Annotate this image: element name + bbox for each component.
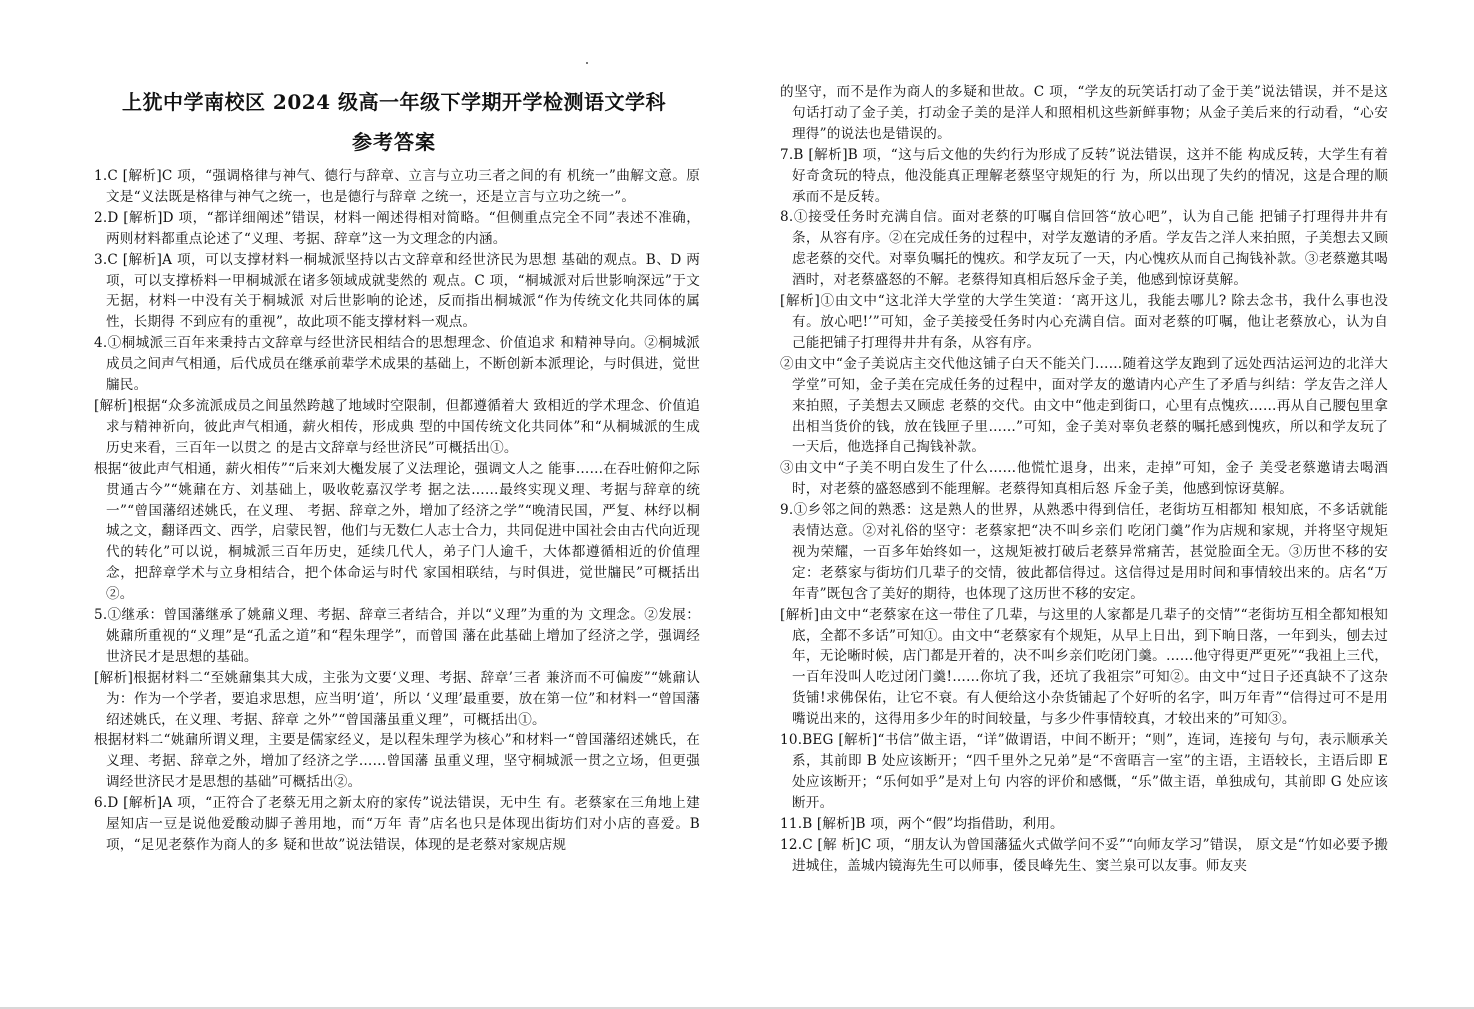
document-title: 上犹中学南校区 2024 级高一年级下学期开学检测语文学科 (121, 90, 667, 114)
right-column (780, 82, 1388, 876)
analysis-paragraph: ③由文中“子美不明白发生了什么……他慌忙退身，出来，走掉”可知，金子 美受老蔡邀请去喝酒时，对老蔡的盛怒感到不能理解。老蔡得知真相后怒 斥金子美，他感到惊讶莫解。 (780, 460, 1388, 498)
answer-paragraph: 8.①接受任务时充满自信。面对老蔡的叮嘱自信回答“放心吧”，认为自己能 把铺子打理得井井有条，从容有序。②在完成任务的过程中，对学友邀请的矛盾。学友告之洋人来拍照，子美想去又顾虑老蔡的交代。对辜负嘱托的愧疚。和学友玩了一天，内心愧疚从而自己掏钱补款。③老蔡邀其喝酒时，对老蔡盛怒的不解。老蔡得知真相后怒斥金子美，他感到惊讶莫解。 (780, 209, 1388, 289)
answer-paragraph: 7.B [解析]B 项，“这与后文他的失约行为形成了反转”说法错误，这并不能 构成反转，大学生有着好奇贪玩的特点，他没能真正理解老蔡坚守规矩的行 为，所以出现了失约的情况，这是合理的顺承而不是反转。 (780, 146, 1388, 205)
answer-paragraph: 12.C [解 析]C 项，“朋友认为曾国藩猛火式做学问不妥”“向师友学习”错误， 原文是“竹如必要予搬进城住，盖城内镜海先生可以师事，倭艮峰先生、窦兰泉可以友事。师友夹 (780, 836, 1388, 874)
answer-paragraph: 2.D [解析]D 项，“都详细阐述”错误，材料一阐述得相对简略。“但侧重点完全不同”表述不准确，两则材料都重点论述了“义理、考据、辞章”这一为文理念的内涵。 (94, 209, 700, 247)
analysis-paragraph: ②由文中“金子美说店主交代他这铺子白天不能关门……随着这学友跑到了远处西沽运河边的北洋大学堂”可知，金子美在完成任务的过程中，面对学友的邀请内心产生了矛盾与纠结：学友告之洋人来拍照，子美想去又顾虑 老蔡的交代。由文中“他走到街口，心里有点愧疚……再从自己腰包里拿出相当货价的钱，放在钱匣子里……”可知，金子美对辜负老蔡的嘱托感到愧疚，所以和学友玩了一天后，他选择自己掏钱补款。 (780, 355, 1388, 456)
analysis-paragraph: [解析]①由文中“这北洋大学堂的大学生笑道：‘离开这儿，我能去哪儿? 除去念书，我什么事也没有。放心吧!’”可知，金子美接受任务时内心充满自信。面对老蔡的叮嘱，他让老蔡放心，认为自己能把铺子打理得井井有条，从容有序。 (780, 293, 1388, 351)
answer-paragraph: 5.①继承：曾国藩继承了姚鼐义理、考据、辞章三者结合，并以“义理”为重的为 文理念。②发展：姚鼐所重视的“义理”是“孔孟之道”和“程朱理学”，而曾国 藩在此基础上增加了经济之学，强调经世济民才是思想的基础。 (94, 607, 700, 665)
answer-paragraph: 4.①桐城派三百年来秉持古文辞章与经世济民相结合的思想理念、价值追求 和精神导向。②桐城派成员之间声气相通，后代成员在继承前辈学术成果的基础上，不断创新本派理论，与时俱进，觉世牖民。 (94, 335, 700, 394)
answer-paragraph: 的坚守，而不是作为商人的多疑和世故。C 项，“学友的玩笑话打动了金于美”说法错误，并不是这句话打动了金子美，打动金子美的是洋人和照相机这些新鲜事物；从金子美后来的行动看，“心安理得”的说法也是错误的。 (780, 84, 1388, 142)
answer-paragraph: 1.C [解析]C 项，“强调格律与神气、德行与辞章、立言与立功三者之间的有 机统一”曲解文意。原文是“义法既是格律与神气之统一，也是德行与辞章 之统一，还是立言与立功之统一”。 (94, 168, 700, 205)
answer-paragraph: 9.①乡邻之间的熟悉：这是熟人的世界，从熟悉中得到信任，老街坊互相都知 根知底，不多话就能表情达意。②对礼俗的坚守：老蔡家把“决不叫乡亲们 吃闭门羹”作为店规和家规，并将坚守规矩视为荣耀，一百多年始终如一，这规矩被打破后老蔡异常痛苦，甚觉脸面全无。③历世不移的安定：老蔡家与街坊们几辈子的交情，彼此都信得过。这信得过是用时间和事情较出来的。店名“万年青”既包含了美好的期待，也体现了这历世不移的安定。 (780, 502, 1388, 602)
answer-paragraph: 11.B [解析]B 项，两个“假”均指借助，利用。 (780, 815, 1064, 832)
left-column (94, 166, 700, 856)
analysis-paragraph: 根据“彼此声气相通，薪火相传”“后来刘大櫆发展了义法理论，强调文人之 能事……在吞吐俯仰之际贯通古今”“姚鼐在方、刘基础上，吸收乾嘉汉学考 据之法……最终实现义理、考据与辞章的统一”“曾国藩绍述姚氏，在义理、 考据、辞章之外，增加了经济之学”“晚清民国，严复、林纾以桐城之文，翻译西文、西学，启蒙民智，他们与无数仁人志士合力，共同促进中国社会由古代向近现代的转化”可以说，桐城派三百年历史，延续几代人，弟子门人逾千，大体都遵循相近的价值理念，把辞章学术与立身相结合，把个体命运与时代 家国相联结，与时俱进，觉世牖民”可概括出②。 (94, 460, 700, 603)
answer-paragraph: 3.C [解析]A 项，可以支撑材料一桐城派坚持以古文辞章和经世济民为思想 基础的观点。B、D 两项，可以支撑桥料一甲桐城派在诸多领域成就斐然的 观点。C 项，“桐城派对后世影响深远”于文无据，材料一中没有关于桐城派 对后世影响的论述，反而指出桐城派“作为传统文化共同体的属性，长期得 不到应有的重视”，故此项不能支撑材料一观点。 (94, 251, 700, 331)
document-subtitle: 参考答案 (352, 130, 436, 154)
analysis-paragraph: [解析]由文中“老蔡家在这一带住了几辈，与这里的人家都是几辈子的交情”“老街坊互相全都知根知底，全都不多话”可知①。由文中“老蔡家有个规矩，从早上日出，到下晌日落，一年到头，刨去过年，无论晰时候，店门都是开着的，决不叫乡亲们吃闭门羹。……他守得更严更死”“我祖上三代，一百年没叫人吃过闭门羹!……你坑了我，还坑了我祖宗”可知②。由文中“过日子还真缺不了这杂货铺!求佛保佑，让它不衰。有人便给这小杂货铺起了个好听的名字，叫万年青”“信得过可不是用嘴说出来的，这得用多少年的时间较量，与多少件事情较真，才较出来的”可知③。 (780, 606, 1388, 728)
analysis-paragraph: 根据材料二“姚鼐所谓义理，主要是儒家经义，是以程朱理学为核心”和材料一“曾国藩绍述姚氏，在义理、考据、辞章之外，增加了经济之学……曾国藩 虽重义理，坚守桐城派一贯之立场，但更强调经世济民才是思想的基础”可概括出②。 (94, 732, 700, 791)
analysis-paragraph: [解析]根据“众多流派成员之间虽然跨越了地域时空限制，但都遵循着大 致相近的学术理念、价值追求与精神祈向，彼此声气相通，薪火相传，形成典 型的中国传统文化共同体”和“从桐城派的生成历史来看，三百年一以贯之 的是古文辞章与经世济民”可概括出①。 (94, 397, 700, 456)
analysis-paragraph: [解析]根据材料二“至姚鼐集其大成，主张为文要‘义理、考据、辞章’三者 兼济而不可偏废”“姚鼐认为：作为一个学者，要追求思想，应当明‘道’，所以 ‘义理’最重要，放在第一位”和材料一“曾国藩绍述姚氏，在义理、考据、辞章 之外”“曾国藩虽重义理”，可概括出①。 (94, 669, 700, 728)
answer-paragraph: 6.D [解析]A 项，“正符合了老蔡无用之新太府的家传”说法错误，无中生 有。老蔡家在三角地上建屋知店一豆是说他爱酸动脚子善用地，而“万年 青”店名也只是体现出街坊们对小店的喜爱。B 项，“足见老蔡作为商人的多 疑和世故”说法错误，体现的是老蔡对家规店规 (94, 795, 700, 853)
answer-paragraph: 10.BEG [解析]“书信”做主语，“详”做谓语，中间不断开；“则”，连词，连接句 与句，表示顺承关系，其前即 B 处应该断开；“四千里外之兄弟”是“不啻晤言一室”的主语，主语较长，主语后即 E 处应该断开；“乐何如乎”是对上句 内容的评价和感慨，“乐”做主语，单独成句，其前即 G 处应该断开。 (780, 732, 1388, 811)
page-mark (586, 62, 588, 64)
